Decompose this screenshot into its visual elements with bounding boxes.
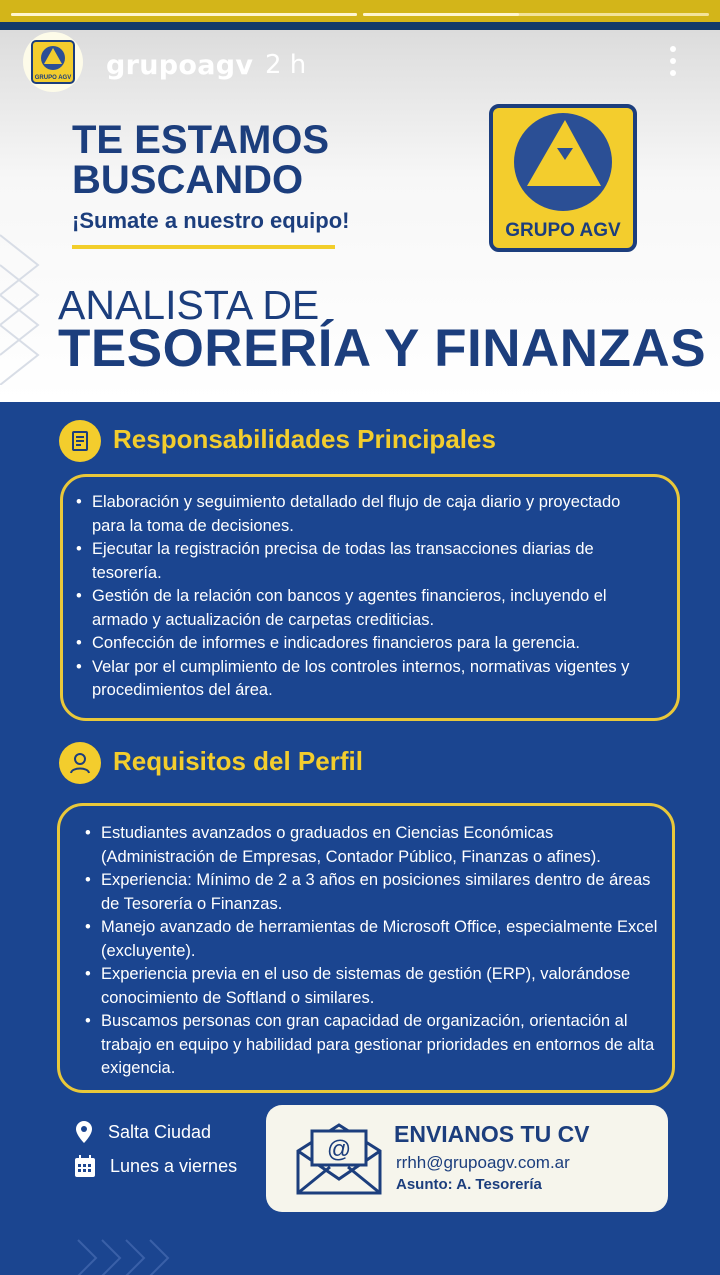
position-line-2: TESORERÍA Y FINANZAS bbox=[58, 319, 707, 378]
list-item: • Buscamos personas con gran capacidad de organización, orientación al trabajo en equipo y habilidad para gestionar prioridades en entornos de alta exigencia. bbox=[85, 1010, 658, 1081]
grupo-agv-logo bbox=[489, 104, 637, 252]
story-progress-1 bbox=[11, 13, 357, 16]
logo-triangle-icon bbox=[493, 108, 633, 218]
schedule bbox=[74, 1154, 237, 1178]
underline bbox=[72, 245, 335, 249]
requirements-heading: Requisitos del Perfil bbox=[113, 746, 363, 776]
email-link[interactable]: rrhh@grupoagv.com.ar bbox=[396, 1153, 570, 1172]
responsibilities-box bbox=[60, 474, 680, 721]
headline-line-2: BUSCANDO bbox=[72, 158, 304, 202]
email-subject: Asunto: A. Tesorería bbox=[396, 1176, 542, 1193]
document-icon bbox=[59, 420, 101, 462]
cta-heading: ENVIANOS TU CV bbox=[394, 1121, 590, 1147]
headline bbox=[72, 120, 329, 200]
list-item: • Manejo avanzado de herramientas de Microsoft Office, especialmente Excel (excluyente). bbox=[85, 916, 658, 963]
position-line-1: ANALISTA DE bbox=[58, 282, 320, 328]
list-item: • Gestión de la relación con bancos y agentes financieros, incluyendo el armado y actualización de carpetas crediticias. bbox=[76, 585, 657, 632]
story-top-bar bbox=[0, 0, 720, 22]
email-envelope-icon bbox=[296, 1121, 382, 1197]
user-icon bbox=[59, 742, 101, 784]
divider bbox=[0, 22, 720, 30]
requirements-box bbox=[57, 803, 675, 1093]
calendar-icon bbox=[74, 1154, 96, 1178]
more-options-icon[interactable] bbox=[670, 46, 680, 82]
logo-text: GRUPO AGV bbox=[505, 220, 621, 241]
chevron-pattern-bottom-icon bbox=[76, 1238, 196, 1275]
location bbox=[74, 1120, 211, 1144]
chevron-pattern-icon bbox=[0, 225, 44, 385]
svg-text:@: @ bbox=[326, 1136, 352, 1163]
avatar[interactable] bbox=[23, 32, 83, 92]
list-item: • Experiencia: Mínimo de 2 a 3 años en posiciones similares dentro de áreas de Tesorería o Finanzas. bbox=[85, 869, 658, 916]
responsibilities-heading: Responsabilidades Principales bbox=[113, 424, 496, 454]
list-item: • Confección de informes e indicadores financieros para la gerencia. bbox=[76, 632, 657, 656]
location-text: Salta Ciudad bbox=[108, 1121, 212, 1142]
list-item: • Elaboración y seguimiento detallado del flujo de caja diario y proyectado para la toma de decisiones. bbox=[76, 491, 657, 538]
list-item: • Experiencia previa en el uso de sistemas de gestión (ERP), valorándose conocimiento de Softland o similares. bbox=[85, 963, 658, 1010]
list-item: • Estudiantes avanzados o graduados en Ciencias Económicas (Administración de Empresas, Contador Público, Finanzas o afines). bbox=[85, 822, 658, 869]
subtitle: ¡Sumate a nuestro equipo! bbox=[72, 208, 350, 233]
list-item: • Ejecutar la registración precisa de todas las transacciones diarias de tesorería. bbox=[76, 538, 657, 585]
location-pin-icon bbox=[74, 1120, 94, 1144]
post-time: 2 h bbox=[265, 50, 307, 80]
send-cv-card bbox=[266, 1105, 668, 1212]
grupo-agv-avatar-logo-icon bbox=[31, 40, 75, 84]
username[interactable]: grupoagv bbox=[106, 50, 254, 81]
list-item: • Velar por el cumplimiento de los controles internos, normativas vigentes y procedimientos del área. bbox=[76, 656, 657, 703]
avatar-text: GRUPO AGV bbox=[34, 75, 72, 81]
schedule-text: Lunes a viernes bbox=[110, 1155, 238, 1176]
story-progress-2 bbox=[363, 13, 709, 16]
headline-line-1: TE ESTAMOS bbox=[72, 118, 330, 162]
